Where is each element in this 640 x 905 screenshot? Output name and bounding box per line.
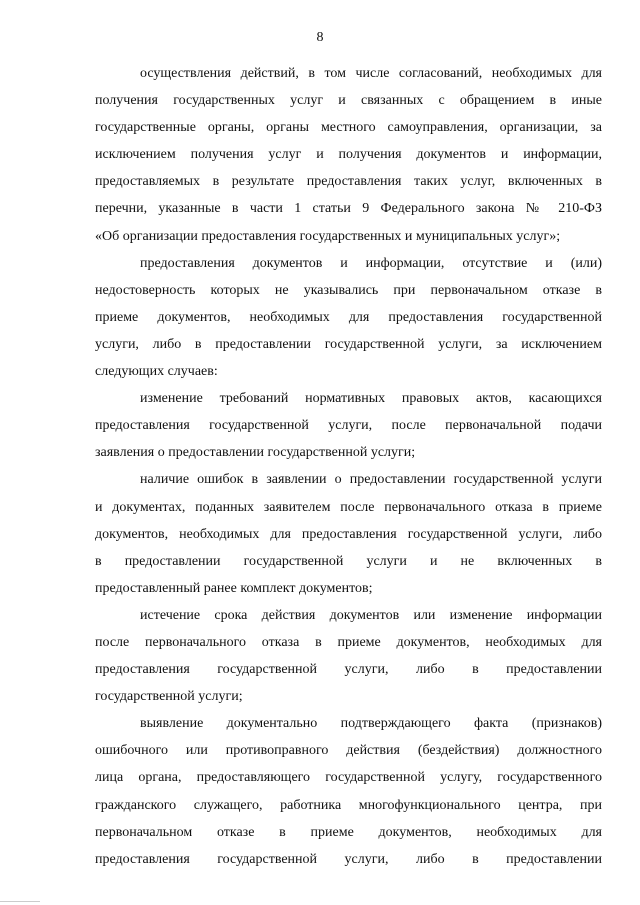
text-line: государственные органы, органы местного самоуправления, организации, за bbox=[95, 120, 602, 136]
text-line: услуги, либо в предоставлении государственной услуги, за исключением bbox=[95, 336, 602, 352]
text-line: лица органа, предоставляющего государственной услугу, государственного bbox=[95, 770, 602, 786]
text-line: получения государственных услуг и связанных с обращением в иные bbox=[95, 93, 602, 109]
text-line: предоставляемых в результате предоставления таких услуг, включенных в bbox=[95, 174, 602, 190]
text-line: наличие ошибок в заявлении о предоставлении государственной услуги bbox=[140, 472, 602, 488]
paragraph bbox=[95, 385, 602, 466]
text-line: исключением получения услуг и получения документов и информации, bbox=[95, 147, 602, 163]
paragraph bbox=[95, 710, 602, 873]
text-line: выявление документально подтверждающего факта (признаков) bbox=[140, 716, 602, 732]
text-line: изменение требований нормативных правовых актов, касающихся bbox=[140, 391, 602, 407]
paragraph bbox=[95, 602, 602, 710]
document-body bbox=[95, 60, 602, 873]
text-line: истечение срока действия документов или изменение информации bbox=[140, 607, 602, 623]
text-line: предоставления государственной услуги, либо в предоставлении bbox=[95, 851, 602, 867]
text-line: следующих случаев: bbox=[95, 364, 218, 380]
text-line: предоставленный ранее комплект документов; bbox=[95, 580, 373, 596]
text-line: «Об организации предоставления государственных и муниципальных услуг»; bbox=[95, 228, 561, 244]
text-line: предоставления государственной услуги, либо в предоставлении bbox=[95, 662, 602, 678]
text-line: приеме документов, необходимых для предоставления государственной bbox=[95, 309, 602, 325]
text-line: и документах, поданных заявителем после первоначального отказа в приеме bbox=[95, 499, 602, 515]
paragraph-continuation bbox=[95, 60, 602, 250]
text-line: первоначальном отказе в приеме документов, необходимых для bbox=[95, 824, 602, 840]
text-line: в предоставлении государственной услуги и не включенных в bbox=[95, 553, 602, 569]
paragraph bbox=[95, 466, 602, 601]
paragraph bbox=[95, 250, 602, 385]
text-line: гражданского служащего, работника многофункционального центра, при bbox=[95, 797, 602, 813]
text-line: предоставления документов и информации, отсутствие и (или) bbox=[140, 255, 602, 271]
text-line: недостоверность которых не указывались при первоначальном отказе в bbox=[95, 282, 602, 298]
text-line: предоставления государственной услуги, после первоначальной подачи bbox=[95, 418, 602, 434]
text-line: документов, необходимых для предоставления государственной услуги, либо bbox=[95, 526, 602, 542]
text-line: государственной услуги; bbox=[95, 689, 243, 705]
text-line: заявления о предоставлении государственной услуги; bbox=[95, 445, 416, 461]
text-line: ошибочного или противоправного действия (бездействия) должностного bbox=[95, 743, 602, 759]
scan-edge-mark bbox=[0, 901, 40, 902]
text-line: после первоначального отказа в приеме документов, необходимых для bbox=[95, 634, 602, 650]
page-number: 8 bbox=[316, 30, 324, 45]
text-line: перечни, указанные в части 1 статьи 9 Федерального закона № 210-ФЗ bbox=[95, 201, 602, 217]
text-line: осуществления действий, в том числе согласований, необходимых для bbox=[140, 66, 602, 81]
